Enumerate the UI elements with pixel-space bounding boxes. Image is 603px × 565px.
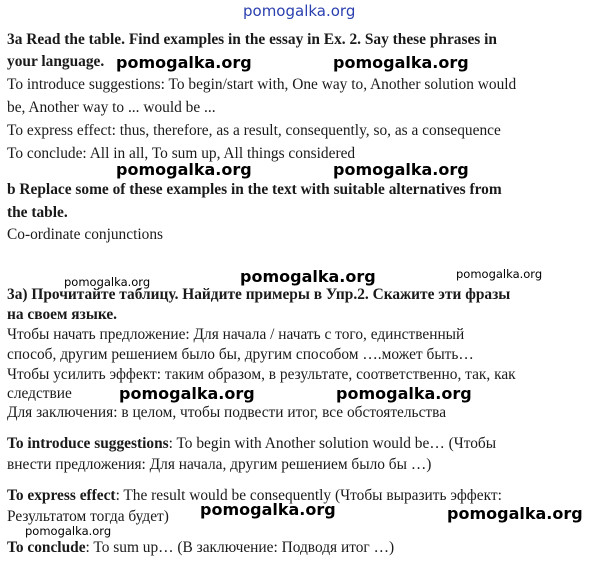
ru-effect-line-cont: следствие [7, 385, 72, 402]
answer-effect-cont: Результатом тогда будет) [7, 508, 169, 525]
watermark: pomogalka.org [243, 2, 356, 20]
answer-conclude [7, 539, 394, 557]
conclude-line: To conclude: All in all, To sum up, All things considered [7, 145, 356, 162]
watermark: pomogalka.org [119, 384, 255, 403]
watermark: pomogalka.org [25, 524, 112, 538]
answer-effect-text: : The result would be consequently (Чтобы выразить эффект: [115, 487, 502, 504]
ru-conclude-line: Для заключения: в целом, чтобы подвести итог, все обстоятельства [7, 404, 447, 421]
answer-introduce-label: To introduce suggestions [7, 435, 169, 452]
answer-conclude-text: : To sum up… (В заключение: Подводя итог …) [85, 539, 395, 556]
watermark: pomogalka.org [116, 53, 252, 72]
coordinate-conjunctions-subtitle: Co-ordinate conjunctions [7, 226, 164, 243]
watermark: pomogalka.org [447, 504, 583, 523]
watermark: pomogalka.org [116, 160, 252, 179]
exercise-3a-heading: 3a Read the table. Find examples in the essay in Ex. 2. Say these phrases in [7, 31, 497, 48]
answer-introduce [7, 435, 496, 453]
watermark: pomogalka.org [336, 384, 472, 403]
ru-effect-line: Чтобы усилить эффект: таким образом, в результате, соответственно, так, как [7, 366, 516, 383]
watermark: pomogalka.org [333, 53, 469, 72]
answer-introduce-cont: внести предложения: Для начала, другим решением было бы …) [7, 456, 432, 473]
watermark: pomogalka.org [240, 267, 376, 286]
exercise-b-heading-cont: the table. [7, 204, 68, 221]
exercise-3a-heading-cont: your language. [7, 53, 105, 70]
exercise-3a-ru-heading: 3a) Прочитайте таблицу. Найдите примеры в Упр.2. Скажите эти фразы [7, 286, 511, 303]
ru-introduce-line-cont: способ, другим решением было бы, другим способом ….может быть… [7, 346, 474, 363]
introduce-suggestions-line-cont: be, Another way to ... would be ... [7, 99, 216, 116]
watermark: pomogalka.org [64, 275, 151, 289]
watermark: pomogalka.org [456, 267, 543, 281]
exercise-b-heading: b Replace some of these examples in the text with suitable alternatives from [7, 181, 502, 198]
exercise-3a-ru-heading-cont: на своем языке. [7, 306, 117, 323]
express-effect-line: To express effect: thus, therefore, as a result, consequently, so, as a consequence [7, 122, 501, 139]
introduce-suggestions-line: To introduce suggestions: To begin/start with, One way to, Another solution would [7, 76, 517, 93]
ru-introduce-line: Чтобы начать предложение: Для начала / начать с того, единственный [7, 326, 465, 343]
answer-introduce-text: : To begin with Another solution would be… (Чтобы [168, 435, 497, 452]
answer-effect-label: To express effect [7, 487, 116, 504]
answer-conclude-label: To conclude [7, 539, 86, 556]
watermark: pomogalka.org [333, 160, 469, 179]
watermark: pomogalka.org [200, 500, 336, 519]
